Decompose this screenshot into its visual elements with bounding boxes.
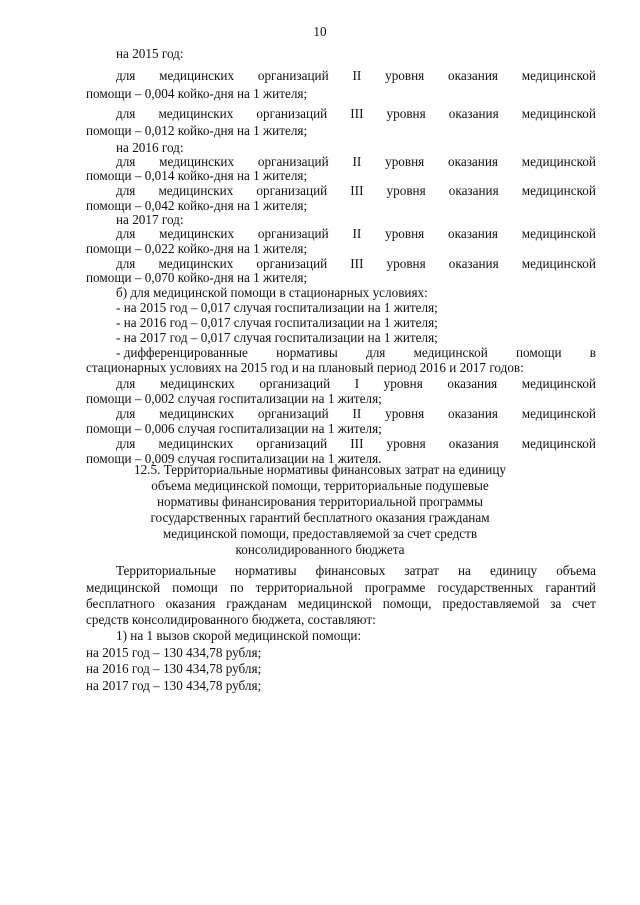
text-line: помощи – 0,022 койко-дня на 1 жителя; xyxy=(86,241,308,256)
word: III xyxy=(350,183,364,198)
word: организаций xyxy=(257,226,329,241)
word: государственных xyxy=(437,580,534,595)
word: помощи xyxy=(516,345,562,360)
word: медицинской xyxy=(413,345,488,360)
word: - дифференцированные xyxy=(116,345,248,360)
word: медицинских xyxy=(158,183,234,198)
text-line xyxy=(116,406,596,422)
word: программе xyxy=(364,580,426,595)
word: организаций xyxy=(256,256,328,271)
word: оказания xyxy=(448,436,499,451)
text-line: - на 2015 год – 0,017 случая госпитализации на 1 жителя; xyxy=(116,300,438,315)
heading-line: государственных гарантий бесплатного оказания гражданам xyxy=(150,510,490,525)
text-line: помощи – 0,004 койко-дня на 1 жителя; xyxy=(86,86,308,101)
text-line: на 2016 год – 130 434,78 рубля; xyxy=(86,661,262,676)
text-line: на 2016 год: xyxy=(116,140,184,155)
word: уровня xyxy=(385,406,425,421)
text-line: помощи – 0,042 койко-дня на 1 жителя; xyxy=(86,198,308,213)
word: медицинских xyxy=(159,406,235,421)
word: медицинских xyxy=(158,436,234,451)
text-line: на 2017 год: xyxy=(116,212,184,227)
text-line xyxy=(116,226,596,242)
text-line: помощи – 0,070 койко-дня на 1 жителя; xyxy=(86,270,308,285)
word: III xyxy=(350,436,364,451)
text-line: на 2015 год: xyxy=(116,46,184,61)
word: медицинских xyxy=(159,226,235,241)
word: оказания xyxy=(448,154,498,169)
text-line xyxy=(116,68,596,84)
word: II xyxy=(352,406,362,421)
word: гражданам xyxy=(226,596,288,611)
text-line: б) для медицинской помощи в стационарных условиях: xyxy=(116,285,428,300)
word: оказания xyxy=(448,183,499,198)
heading-line: консолидированного бюджета xyxy=(235,542,405,557)
word: уровня xyxy=(386,106,426,121)
text-line xyxy=(116,376,596,392)
heading-line: медицинской помощи, предоставляемой за счет средств xyxy=(162,526,478,541)
word: для xyxy=(116,106,136,121)
word: территориальной xyxy=(255,580,353,595)
word: уровня xyxy=(383,376,423,391)
word: для xyxy=(116,226,136,241)
heading-line: 12.5. Территориальные нормативы финансовых затрат на единицу xyxy=(133,462,507,477)
word: организаций xyxy=(256,106,328,121)
word: организаций xyxy=(256,436,328,451)
word: объема xyxy=(556,563,596,578)
word: медицинской xyxy=(521,68,596,83)
word: в xyxy=(589,345,596,360)
word: оказания xyxy=(448,406,498,421)
word: медицинских xyxy=(159,376,235,391)
word: нормативы xyxy=(234,563,297,578)
text-line: - на 2017 год – 0,017 случая госпитализации на 1 жителя; xyxy=(116,330,438,345)
word: уровня xyxy=(385,154,425,169)
text-line: стационарных условиях на 2015 год и на плановый период 2016 и 2017 годов: xyxy=(86,360,524,375)
text-line xyxy=(86,596,596,612)
text-line xyxy=(116,345,596,361)
word: уровня xyxy=(385,68,425,83)
word: для xyxy=(116,436,136,451)
word: оказания xyxy=(448,256,499,271)
text-line: помощи – 0,014 койко-дня на 1 жителя; xyxy=(86,168,308,183)
heading-line: объема медицинской помощи, территориальные подушевые xyxy=(151,478,489,493)
word: медицинских xyxy=(158,106,234,121)
word: медицинской xyxy=(521,376,596,391)
word: для xyxy=(116,68,136,83)
word: медицинских xyxy=(158,256,234,271)
word: медицинских xyxy=(159,154,235,169)
word: единицу xyxy=(489,563,538,578)
word: организаций xyxy=(256,183,328,198)
word: уровня xyxy=(386,183,426,198)
word: медицинских xyxy=(159,68,235,83)
word: медицинской xyxy=(521,406,596,421)
word: по xyxy=(229,580,244,595)
word: предоставляемой xyxy=(442,596,540,611)
text-line xyxy=(116,183,596,199)
word: медицинской xyxy=(297,596,372,611)
word: бесплатного xyxy=(86,596,155,611)
text-line xyxy=(86,580,596,596)
word: медицинской xyxy=(521,226,596,241)
word: организаций xyxy=(257,406,329,421)
word: нормативы xyxy=(276,345,338,360)
text-line: помощи – 0,012 койко-дня на 1 жителя; xyxy=(86,123,308,138)
word: счет xyxy=(572,596,596,611)
text-line xyxy=(116,106,596,122)
word: медицинской xyxy=(521,106,596,121)
word: медицинской xyxy=(86,580,161,595)
word: на xyxy=(457,563,471,578)
word: уровня xyxy=(386,436,426,451)
word: медицинской xyxy=(521,436,596,451)
text-line: помощи – 0,006 случая госпитализации на 1 жителя; xyxy=(86,421,382,436)
word: II xyxy=(352,154,362,169)
word: организаций xyxy=(257,154,329,169)
text-line xyxy=(116,436,596,452)
word: помощи, xyxy=(382,596,432,611)
word: организаций xyxy=(259,376,331,391)
word: гарантий xyxy=(545,580,596,595)
text-line: на 2015 год – 130 434,78 рубля; xyxy=(86,645,262,660)
word: уровня xyxy=(386,256,426,271)
word: Территориальные xyxy=(116,563,216,578)
word: II xyxy=(352,226,362,241)
text-line: на 2017 год – 130 434,78 рубля; xyxy=(86,678,262,693)
word: за xyxy=(550,596,562,611)
word: финансовых xyxy=(315,563,386,578)
word: II xyxy=(352,68,362,83)
text-line: 1) на 1 вызов скорой медицинской помощи: xyxy=(116,628,362,643)
word: для xyxy=(116,256,136,271)
page-number: 10 xyxy=(313,24,327,39)
word: организаций xyxy=(257,68,329,83)
text-line: помощи – 0,009 случая госпитализации на 1 жителя. xyxy=(86,451,382,466)
word: медицинской xyxy=(521,183,596,198)
word: III xyxy=(350,256,364,271)
word: помощи xyxy=(172,580,218,595)
section-heading xyxy=(90,462,550,558)
word: для xyxy=(116,406,136,421)
word: уровня xyxy=(385,226,425,241)
word: оказания xyxy=(448,106,499,121)
word: для xyxy=(116,376,136,391)
word: оказания xyxy=(448,226,498,241)
text-line: средств консолидированного бюджета, составляют: xyxy=(86,612,376,627)
word: для xyxy=(116,183,136,198)
word: оказания xyxy=(447,376,498,391)
word: для xyxy=(116,154,136,169)
text-line xyxy=(116,563,596,579)
word: для xyxy=(366,345,386,360)
word: медицинской xyxy=(521,256,596,271)
word: оказания xyxy=(165,596,216,611)
word: I xyxy=(354,376,360,391)
word: III xyxy=(350,106,364,121)
heading-line: нормативы финансирования территориальной программы xyxy=(157,494,483,509)
word: медицинской xyxy=(521,154,596,169)
text-line: - на 2016 год – 0,017 случая госпитализации на 1 жителя; xyxy=(116,315,438,330)
word: оказания xyxy=(448,68,498,83)
text-line: помощи – 0,002 случая госпитализации на 1 жителя; xyxy=(86,391,382,406)
word: затрат xyxy=(404,563,439,578)
